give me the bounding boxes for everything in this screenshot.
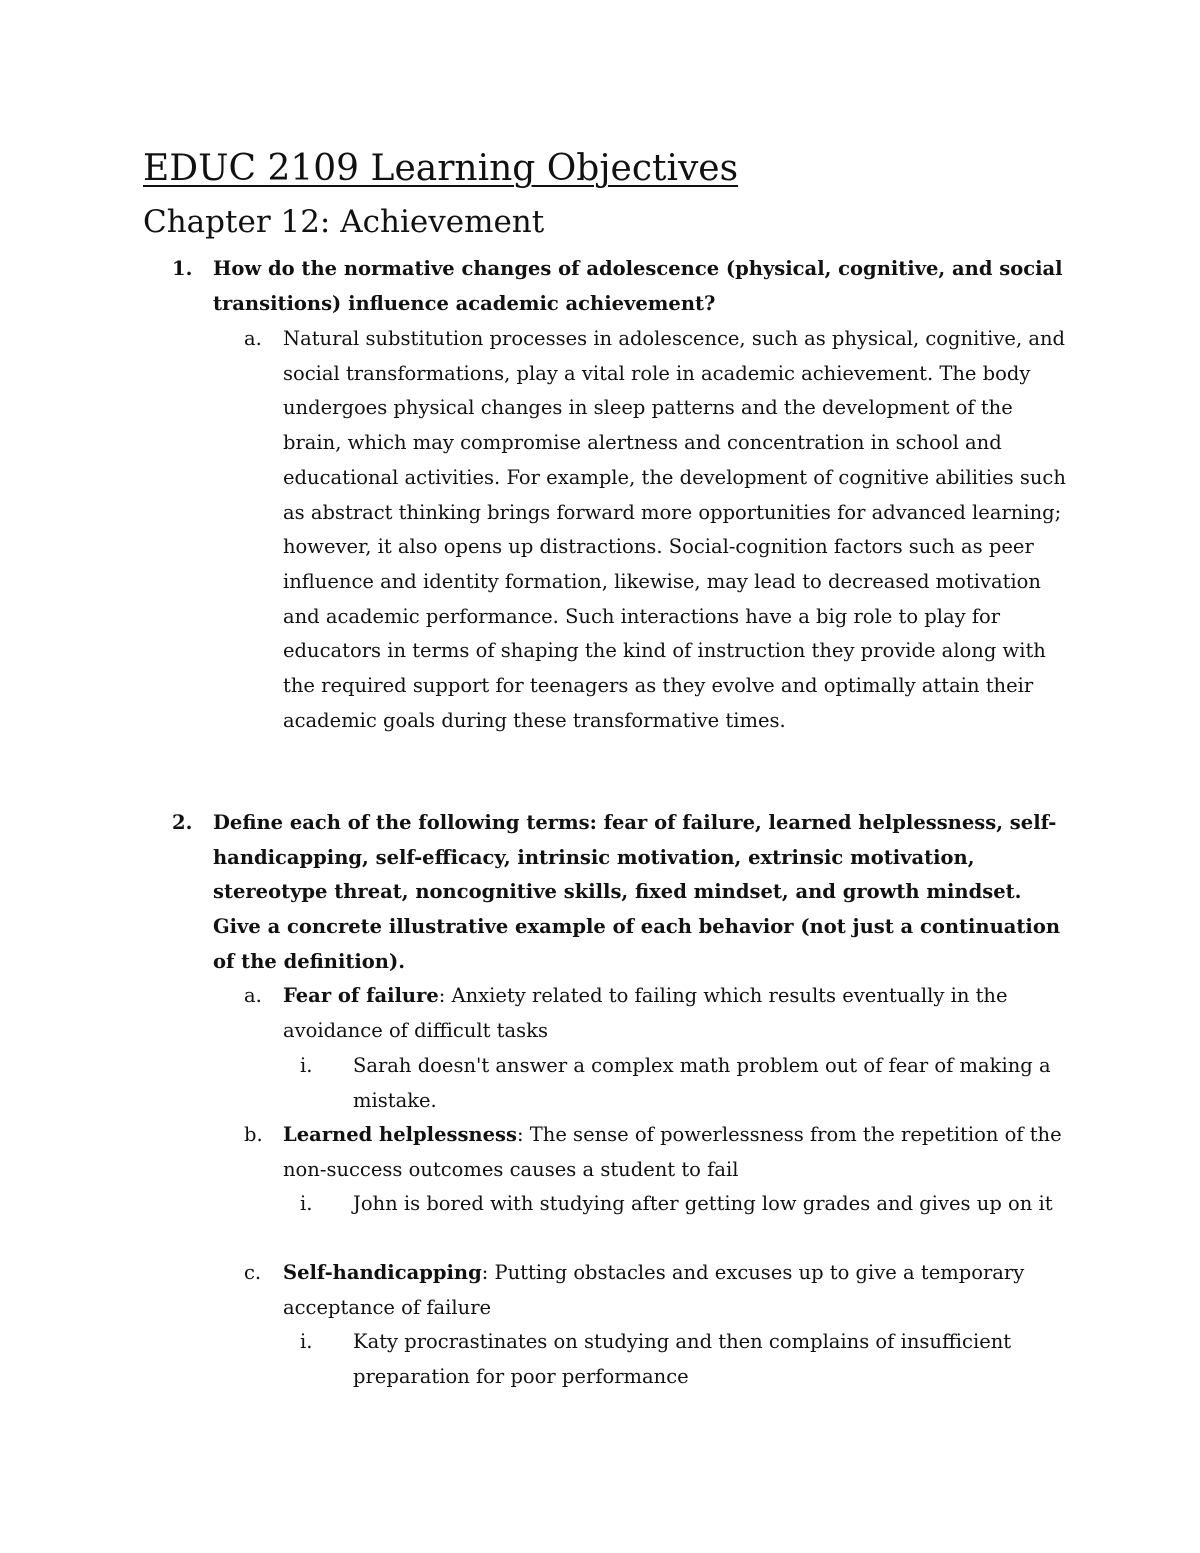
question-1-text: How do the normative changes of adolescence (physical, cognitive, and social transitions) influence academic achievement? xyxy=(213,257,1063,315)
question-2-text: Define each of the following terms: fear of failure, learned helplessness, self-handicapping, self-efficacy, intrinsic motivation, extrinsic motivation, stereotype threat, noncognitive skills, fixed mindset, and growth mindset. Give a concrete illustrative example of each behavior (not just a continuation of the definition). xyxy=(213,811,1061,973)
term-a-definition: : Anxiety related to failing which results eventually in the avoidance of difficult tasks xyxy=(283,984,1008,1042)
term-c-example-marker: i. xyxy=(300,1330,313,1353)
term-c-name: Self-handicapping xyxy=(283,1261,482,1284)
question-1-number: 1. xyxy=(172,257,193,280)
question-1-answer: Natural substitution processes in adolescence, such as physical, cognitive, and social transformations, play a vital role in academic achievement. The body undergoes physical changes in sleep patterns and the development of the brain, which may compromise alertness and concentration in school and educational activities. For example, the development of cognitive abilities such as abstract thinking brings forward more opportunities for advanced learning; however, it also opens up distractions. Social-cognition factors such as peer influence and identity formation, likewise, may lead to decreased motivation and academic performance. Such interactions have a big role to play for educators in terms of shaping the kind of instruction they provide along with the required support for teenagers as they evolve and optimally attain their academic goals during these transformative times. xyxy=(283,327,1066,732)
term-c-marker: c. xyxy=(244,1261,262,1284)
question-1-answer-marker: a. xyxy=(244,327,262,350)
term-b-example: John is bored with studying after getting low grades and gives up on it xyxy=(353,1192,1053,1215)
question-2-number: 2. xyxy=(172,811,193,834)
term-a-example: Sarah doesn't answer a complex math problem out of fear of making a mistake. xyxy=(353,1054,1051,1112)
term-a-name: Fear of failure xyxy=(283,984,439,1007)
term-b-definition: : The sense of powerlessness from the repetition of the non-success outcomes causes a student to fail xyxy=(283,1123,1062,1181)
term-a-marker: a. xyxy=(244,984,262,1007)
document-title: EDUC 2109 Learning Objectives xyxy=(143,148,739,189)
term-b-name: Learned helplessness xyxy=(283,1123,517,1146)
chapter-heading: Chapter 12: Achievement xyxy=(143,204,545,240)
term-b-example-marker: i. xyxy=(300,1192,313,1215)
term-a-example-marker: i. xyxy=(300,1054,313,1077)
term-b-marker: b. xyxy=(244,1123,263,1146)
term-c-entry xyxy=(283,1256,1073,1325)
term-c-definition: : Putting obstacles and excuses up to give a temporary acceptance of failure xyxy=(283,1261,1025,1319)
term-c-example: Katy procrastinates on studying and then complains of insufficient preparation for poor performance xyxy=(353,1330,1012,1388)
term-b-entry xyxy=(283,1118,1073,1187)
term-a-entry xyxy=(283,979,1073,1048)
